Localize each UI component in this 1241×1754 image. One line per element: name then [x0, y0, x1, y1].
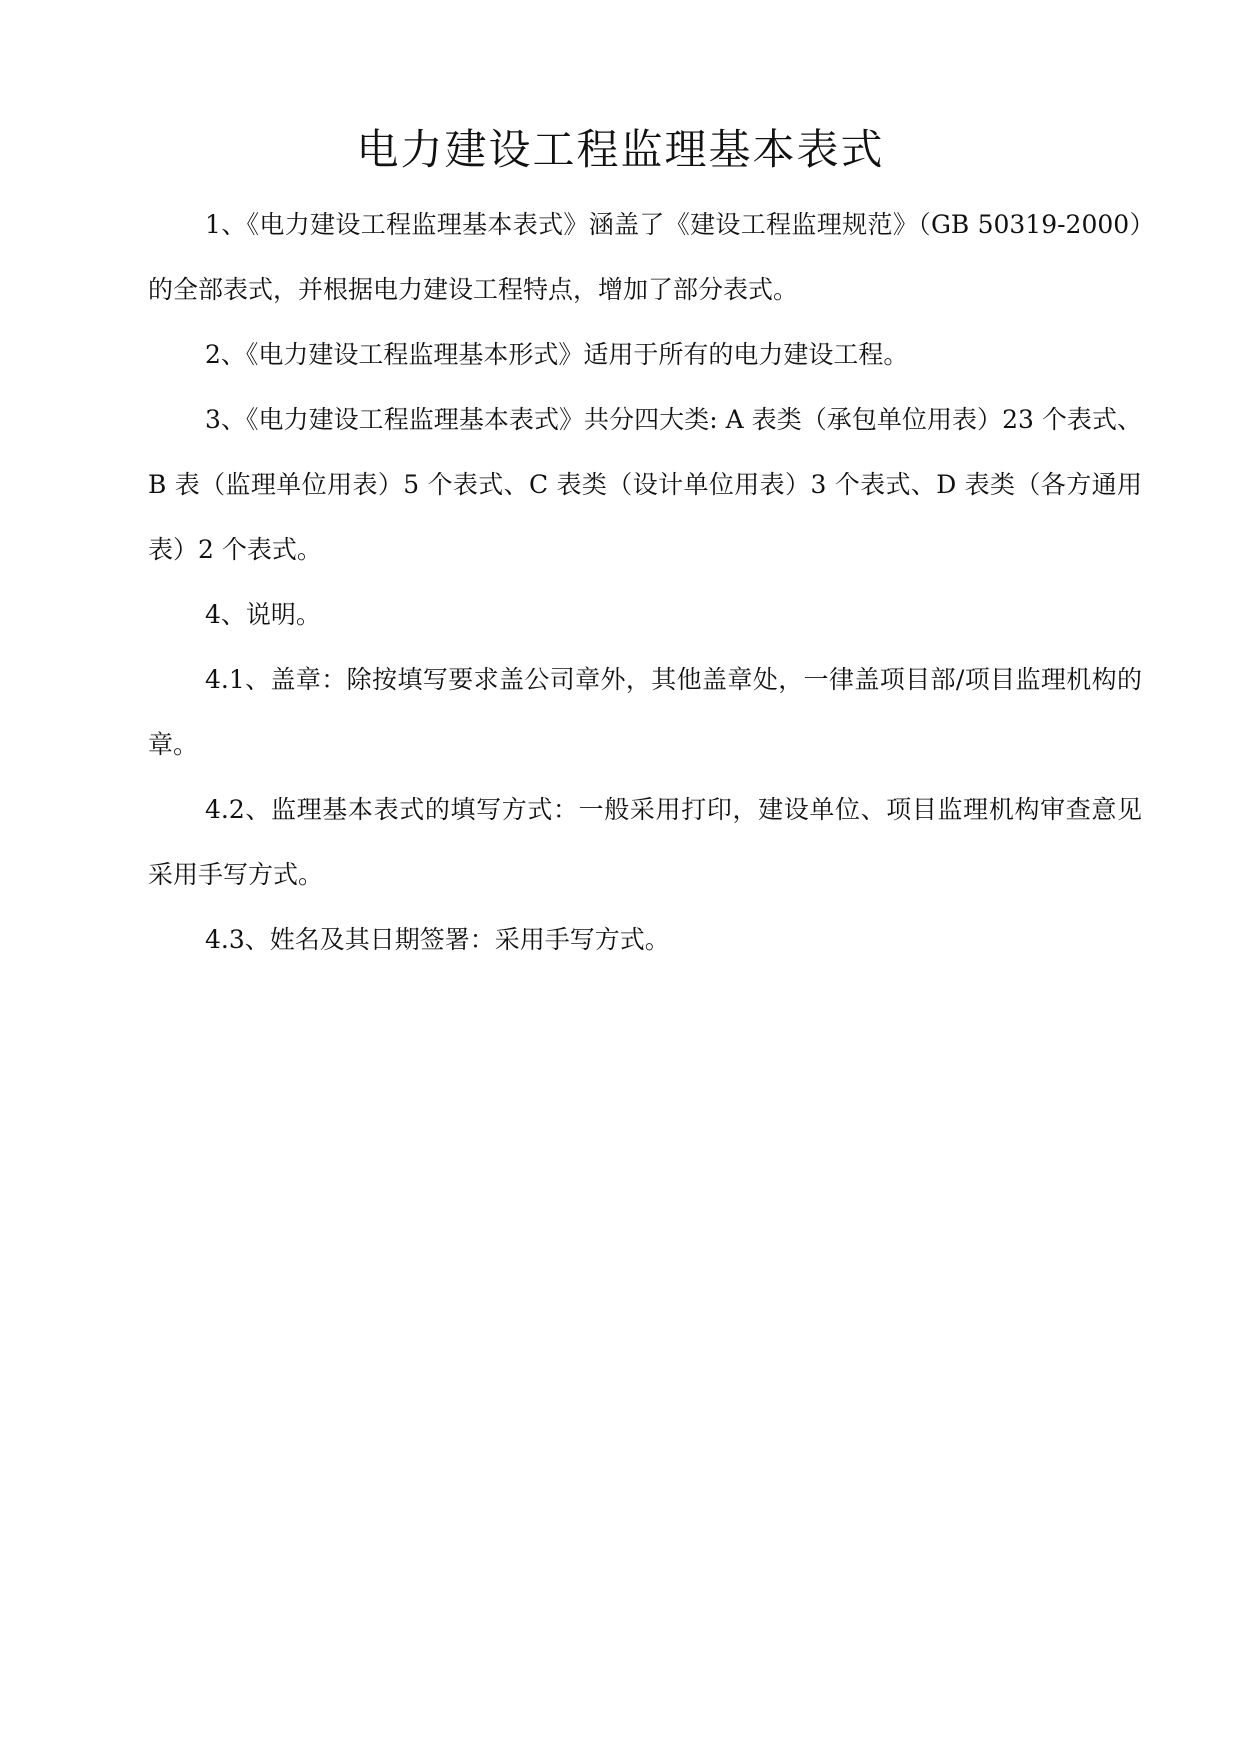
paragraph-2: 2、《电力建设工程监理基本形式》适用于所有的电力建设工程。: [205, 340, 909, 369]
paragraph-1: 1、《电力建设工程监理基本表式》涵盖了《建设工程监理规范》（GB 50319-2000）的全部表式，并根据电力建设工程特点，增加了部分表式。: [148, 210, 1142, 304]
paragraph-4-3: 4.3、姓名及其日期签署：采用手写方式。: [205, 925, 670, 954]
document-title: 电力建设工程监理基本表式: [356, 125, 885, 174]
paragraph-4: 4、说明。: [205, 600, 321, 629]
paragraph-4-2: 4.2、监理基本表式的填写方式：一般采用打印，建设单位、项目监理机构审查意见采用手写方式。: [148, 795, 1142, 889]
paragraph-3: 3、《电力建设工程监理基本表式》共分四大类: A 表类（承包单位用表）23 个表式、B 表（监理单位用表）5 个表式、C 表类（设计单位用表）3 个表式、D 表类（各方通用表）2 个表式。: [148, 405, 1142, 564]
paragraph-4-1: 4.1、盖章：除按填写要求盖公司章外，其他盖章处，一律盖项目部/项目监理机构的章。: [148, 665, 1142, 759]
document-body: [148, 192, 1142, 972]
